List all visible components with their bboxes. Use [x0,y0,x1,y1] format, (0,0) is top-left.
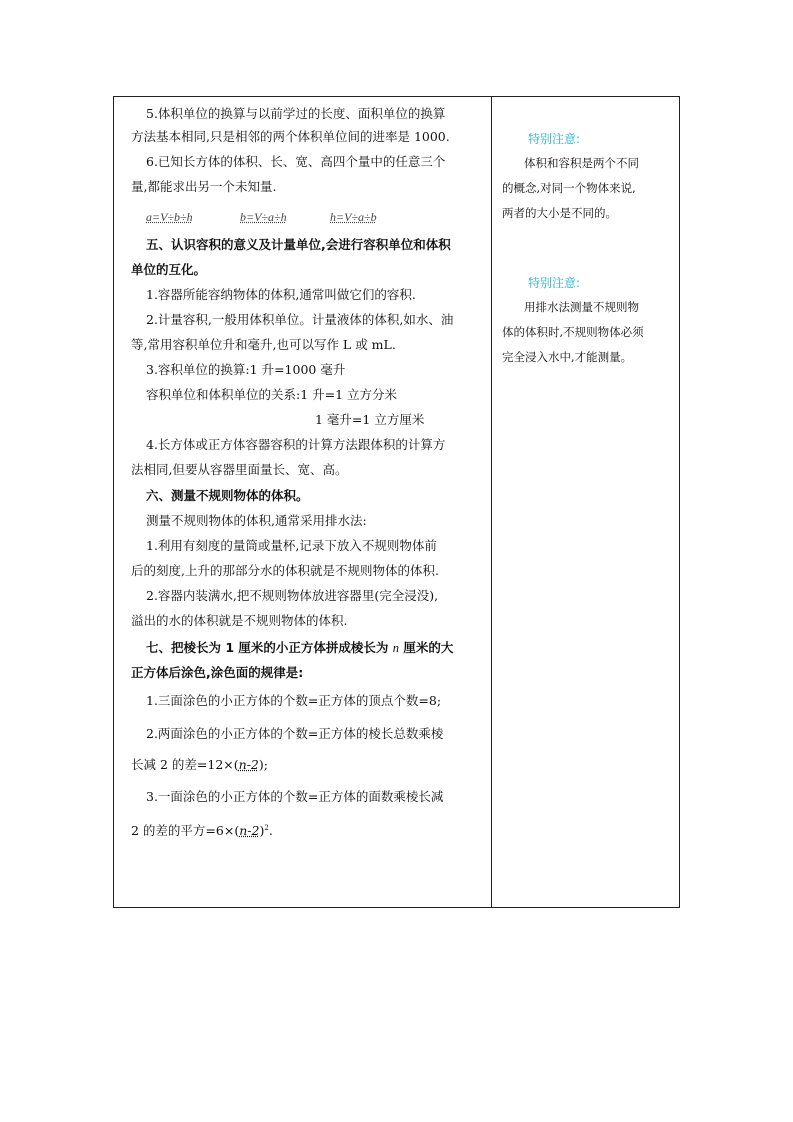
heading-5-line2: 单位的互化。 [131,262,207,277]
rule-2-text: 长减 2 的差=12×( [131,757,239,772]
rule-3-exponent: 2 [264,824,269,832]
heading-5-line1: 五、认识容积的意义及计量单位,会进行容积单位和体积 [146,237,451,252]
rule-2-line1: 2.两面涂色的小正方体的个数=正方体的棱长总数乘棱 [146,726,444,741]
note-2-line3: 完全浸入水中,才能测量。 [502,350,633,364]
formula-h: h=V÷a÷b [330,210,377,224]
measure-item-2-line2: 溢出的水的体积就是不规则物体的体积. [131,613,348,628]
rule-3-end: . [268,823,273,839]
para-5-line1: 5.体积单位的换算与以前学过的长度、面积单位的换算 [146,106,446,121]
para-6-line1: 6.已知长方体的体积、长、宽、高四个量中的任意三个 [146,154,446,169]
note-1-line1: 体积和容积是两个不同 [524,156,639,170]
note-1-title: 特别注意: [528,132,581,146]
rule-3-line1: 3.一面涂色的小正方体的个数=正方体的面数乘棱长减 [146,789,444,804]
capacity-relation-ml: 1 毫升=1 立方厘米 [315,412,425,427]
formula-b: b=V÷a÷h [240,210,287,224]
capacity-relation: 容积单位和体积单位的关系:1 升=1 立方分米 [146,387,398,402]
notes-column [492,96,680,908]
rule-2-close: ); [258,757,268,772]
heading-7-n: n [392,641,400,655]
capacity-item-1: 1.容器所能容纳物体的体积,通常叫做它们的容积. [146,287,416,302]
measure-item-2-line1: 2.容器内装满水,把不规则物体放进容器里(完全浸没), [146,588,439,603]
heading-7-part2: 厘米的大 [403,640,454,655]
note-2-title: 特别注意: [528,276,581,290]
measure-item-1-line1: 1.利用有刻度的量筒或量杯,记录下放入不规则物体前 [146,538,437,553]
formula-a: a=V÷b÷h [146,210,193,224]
heading-7-line2: 正方体后涂色,涂色面的规律是: [131,665,304,680]
rule-3-line2 [131,820,273,839]
capacity-item-3: 3.容积单位的换算:1 升=1000 毫升 [146,362,346,377]
rule-1: 1.三面涂色的小正方体的个数=正方体的顶点个数=8; [146,693,442,708]
heading-6: 六、测量不规则物体的体积。 [146,488,309,503]
main-column [113,96,491,908]
capacity-item-2-line2: 等,常用容积单位升和毫升,也可以写作 L 或 mL. [131,337,396,352]
rule-2-n-expr: n-2 [238,757,259,772]
heading-7-part1: 七、把棱长为 1 厘米的小正方体拼成棱长为 [146,640,389,655]
para-5-line2: 方法基本相同,只是相邻的两个体积单位间的进率是 1000. [131,129,450,144]
measure-intro: 测量不规则物体的体积,通常采用排水法: [146,513,367,528]
note-2-line2: 体的体积时,不规则物体必须 [502,325,644,339]
rule-3-close: ) [259,823,265,839]
capacity-item-2-line1: 2.计量容积,一般用体积单位。计量液体的体积,如水、油 [146,312,454,327]
note-1-line3: 两者的大小是不同的。 [502,206,617,220]
rule-3-n-expr: n-2 [239,823,260,839]
note-1-line2: 的概念,对同一个物体来说, [502,181,636,195]
heading-7-line1 [146,640,453,656]
note-2-line1: 用排水法测量不规则物 [524,300,639,314]
para-6-line2: 量,都能求出另一个未知量. [131,179,277,194]
capacity-item-4-line2: 法相同,但要从容器里面量长、宽、高。 [131,462,348,477]
measure-item-1-line2: 后的刻度,上升的那部分水的体积就是不规则物体的体积. [131,563,439,578]
rule-3-text: 2 的差的平方=6×( [131,823,240,839]
capacity-item-4-line1: 4.长方体或正方体容器容积的计算方法跟体积的计算方 [146,437,446,452]
rule-2-line2 [131,757,268,773]
